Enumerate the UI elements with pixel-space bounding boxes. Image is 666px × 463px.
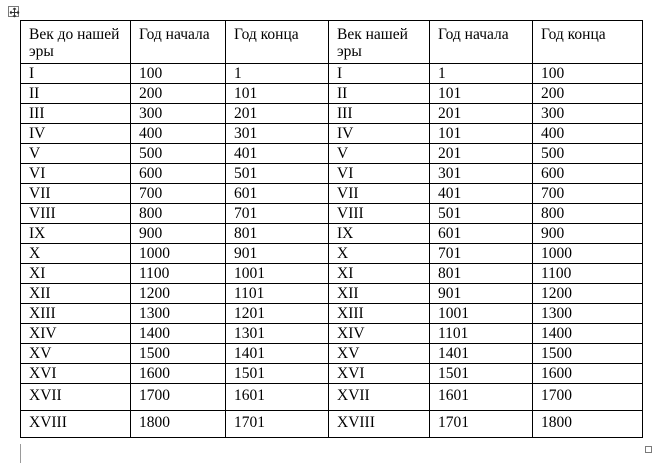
cell-ad-century[interactable]: IV [329,124,430,144]
cell-bc-end[interactable]: 1501 [226,364,329,384]
header-ad-end[interactable]: Год конца [533,21,643,64]
cell-ad-end[interactable]: 1600 [533,364,643,384]
cell-bc-start[interactable]: 1600 [131,364,226,384]
table-row [21,64,643,84]
cell-ad-century[interactable]: XV [329,344,430,364]
cell-bc-century[interactable]: V [21,144,131,164]
cell-ad-century[interactable]: XVIII [329,411,430,438]
cell-ad-century[interactable]: VIII [329,204,430,224]
cell-bc-century[interactable]: XVII [21,384,131,411]
cell-ad-start[interactable]: 401 [430,184,533,204]
table-row [21,204,643,224]
cell-bc-century[interactable]: III [21,104,131,124]
cell-ad-end[interactable]: 600 [533,164,643,184]
cell-ad-century[interactable]: V [329,144,430,164]
cell-bc-end[interactable]: 401 [226,144,329,164]
cell-bc-start[interactable]: 800 [131,204,226,224]
cell-bc-start[interactable]: 1400 [131,324,226,344]
cell-ad-end[interactable]: 300 [533,104,643,124]
cell-bc-start[interactable]: 300 [131,104,226,124]
cell-bc-end[interactable]: 1201 [226,304,329,324]
cell-bc-end[interactable]: 1701 [226,411,329,438]
cell-bc-century[interactable]: IV [21,124,131,144]
cell-bc-end[interactable]: 1001 [226,264,329,284]
cell-bc-end[interactable]: 1 [226,64,329,84]
table-row [21,164,643,184]
cell-bc-century[interactable]: I [21,64,131,84]
cell-ad-start[interactable]: 1701 [430,411,533,438]
cell-bc-century[interactable]: X [21,244,131,264]
cell-ad-end[interactable]: 200 [533,84,643,104]
cell-ad-century[interactable]: XII [329,284,430,304]
cell-ad-start[interactable]: 501 [430,204,533,224]
cell-ad-century[interactable]: XI [329,264,430,284]
cell-bc-start[interactable]: 200 [131,84,226,104]
cell-bc-century[interactable]: XIII [21,304,131,324]
table-row [21,344,643,364]
page-margin-marker [20,444,21,463]
header-ad-century[interactable]: Век нашей эры [329,21,430,64]
cell-bc-end[interactable]: 701 [226,204,329,224]
cell-bc-end[interactable]: 601 [226,184,329,204]
header-bc-century[interactable]: Век до нашей эры [21,21,131,64]
cell-bc-century[interactable]: VII [21,184,131,204]
cell-ad-century[interactable]: XIII [329,304,430,324]
cell-bc-start[interactable]: 700 [131,184,226,204]
cell-ad-century[interactable]: IX [329,224,430,244]
cell-bc-end[interactable]: 201 [226,104,329,124]
cell-bc-start[interactable]: 600 [131,164,226,184]
cell-bc-start[interactable]: 1800 [131,411,226,438]
cell-bc-start[interactable]: 1000 [131,244,226,264]
cell-ad-end[interactable]: 400 [533,124,643,144]
cell-ad-century[interactable]: II [329,84,430,104]
cell-ad-end[interactable]: 1800 [533,411,643,438]
cell-bc-century[interactable]: VI [21,164,131,184]
cell-ad-start[interactable]: 1601 [430,384,533,411]
cell-bc-start[interactable]: 100 [131,64,226,84]
table-row [21,324,643,344]
cell-ad-start[interactable]: 901 [430,284,533,304]
cell-bc-start[interactable]: 1200 [131,284,226,304]
cell-bc-end[interactable]: 1301 [226,324,329,344]
cell-ad-century[interactable]: XVII [329,384,430,411]
cell-bc-start[interactable]: 1300 [131,304,226,324]
table-resize-handle[interactable] [645,446,652,453]
cell-bc-century[interactable]: XI [21,264,131,284]
cell-ad-end[interactable]: 1700 [533,384,643,411]
cell-ad-start[interactable]: 1501 [430,364,533,384]
cell-ad-start[interactable]: 201 [430,144,533,164]
cell-bc-start[interactable]: 500 [131,144,226,164]
table-row [21,384,643,411]
cell-ad-start[interactable]: 201 [430,104,533,124]
cell-bc-century[interactable]: XII [21,284,131,304]
cell-ad-century[interactable]: VI [329,164,430,184]
table-row [21,224,643,244]
cell-bc-end[interactable]: 801 [226,224,329,244]
table-row [21,244,643,264]
cell-bc-end[interactable]: 1601 [226,384,329,411]
table-row [21,284,643,304]
cell-ad-end[interactable]: 900 [533,224,643,244]
cell-ad-start[interactable]: 1001 [430,304,533,324]
table-row [21,184,643,204]
cell-ad-end[interactable]: 1500 [533,344,643,364]
table-header-row [21,21,643,64]
table-row [21,364,643,384]
cell-bc-start[interactable]: 1100 [131,264,226,284]
cell-bc-century[interactable]: II [21,84,131,104]
cell-ad-end[interactable]: 1200 [533,284,643,304]
cell-bc-century[interactable]: XV [21,344,131,364]
cell-ad-start[interactable]: 1101 [430,324,533,344]
cell-ad-century[interactable]: X [329,244,430,264]
cell-ad-century[interactable]: VII [329,184,430,204]
cell-ad-end[interactable]: 100 [533,64,643,84]
cell-bc-end[interactable]: 301 [226,124,329,144]
cell-bc-century[interactable]: XVIII [21,411,131,438]
cell-ad-start[interactable]: 601 [430,224,533,244]
table-row [21,304,643,324]
centuries-table [20,20,643,438]
cell-ad-end[interactable]: 1000 [533,244,643,264]
cell-ad-start[interactable]: 801 [430,264,533,284]
table-row [21,84,643,104]
cell-ad-start[interactable]: 701 [430,244,533,264]
cell-ad-end[interactable]: 1100 [533,264,643,284]
cell-ad-start[interactable]: 1 [430,64,533,84]
cell-ad-end[interactable]: 800 [533,204,643,224]
cell-ad-start[interactable]: 1401 [430,344,533,364]
table-row [21,144,643,164]
cell-ad-century[interactable]: XIV [329,324,430,344]
cell-bc-end[interactable]: 1101 [226,284,329,304]
cell-bc-start[interactable]: 1700 [131,384,226,411]
table-body [21,64,643,438]
table-row [21,264,643,284]
cell-bc-start[interactable]: 900 [131,224,226,244]
header-bc-start[interactable]: Год начала [131,21,226,64]
cell-ad-end[interactable]: 1400 [533,324,643,344]
cell-bc-century[interactable]: XIV [21,324,131,344]
table-row [21,411,643,438]
cell-ad-century[interactable]: III [329,104,430,124]
cell-bc-century[interactable]: VIII [21,204,131,224]
cell-bc-end[interactable]: 1401 [226,344,329,364]
cell-bc-end[interactable]: 501 [226,164,329,184]
cell-ad-end[interactable]: 500 [533,144,643,164]
cell-ad-century[interactable]: XVI [329,364,430,384]
cell-bc-century[interactable]: XVI [21,364,131,384]
cell-bc-century[interactable]: IX [21,224,131,244]
table-row [21,124,643,144]
cell-ad-start[interactable]: 301 [430,164,533,184]
header-bc-end[interactable]: Год конца [226,21,329,64]
cell-bc-end[interactable]: 901 [226,244,329,264]
table-row [21,104,643,124]
cell-ad-start[interactable]: 101 [430,124,533,144]
header-ad-start[interactable]: Год начала [430,21,533,64]
cell-ad-start[interactable]: 101 [430,84,533,104]
cell-ad-end[interactable]: 700 [533,184,643,204]
cell-bc-start[interactable]: 1500 [131,344,226,364]
cell-ad-century[interactable]: I [329,64,430,84]
table-move-handle-icon[interactable] [8,6,19,17]
cell-ad-end[interactable]: 1300 [533,304,643,324]
cell-bc-end[interactable]: 101 [226,84,329,104]
cell-bc-start[interactable]: 400 [131,124,226,144]
